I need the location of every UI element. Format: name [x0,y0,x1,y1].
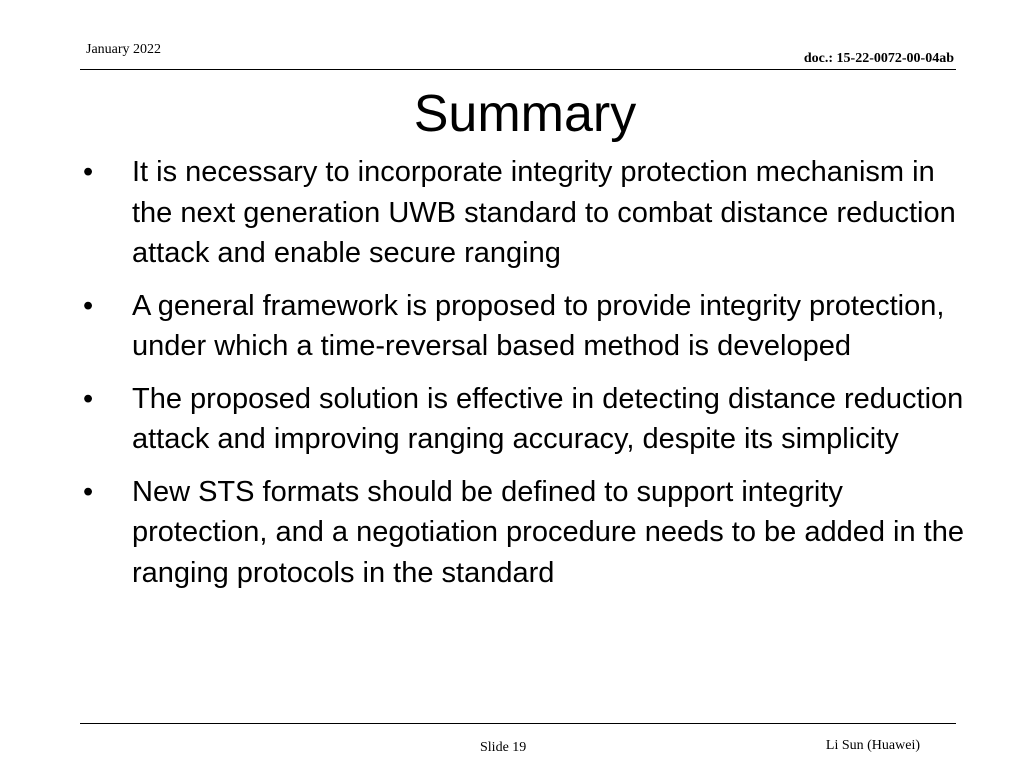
bullet-item [80,286,980,367]
header-divider [80,69,956,70]
bullet-dot-icon: • [83,475,94,508]
bullet-item [80,379,980,460]
bullet-dot-icon: • [83,382,94,415]
slide-number: Slide 19 [480,740,527,755]
header-date: January 2022 [86,42,162,57]
bullet-list [80,152,980,605]
bullet-item [80,152,980,274]
footer-divider [80,723,956,724]
footer-author: Li Sun (Huawei) [825,738,920,753]
bullet-text: New STS formats should be defined to support integrity protection, and a negotiation procedure needs to be added in the ranging protocols in the standard [132,475,964,589]
slide-title: Summary [413,85,637,143]
bullet-item [80,472,980,594]
bullet-dot-icon: • [83,156,94,188]
bullet-text: It is necessary to incorporate integrity protection mechanism in the next generation UWB standard to combat distance reduction attack and enable secure ranging [132,156,956,269]
bullet-text: A general framework is proposed to provide integrity protection, under which a time-reversal based method is developed [132,289,945,362]
header-doc-id: doc.: 15-22-0072-00-04ab [803,51,954,66]
bullet-text: The proposed solution is effective in detecting distance reduction attack and improving ranging accuracy, despite its simplicity [132,382,964,455]
bullet-dot-icon: • [83,289,94,322]
